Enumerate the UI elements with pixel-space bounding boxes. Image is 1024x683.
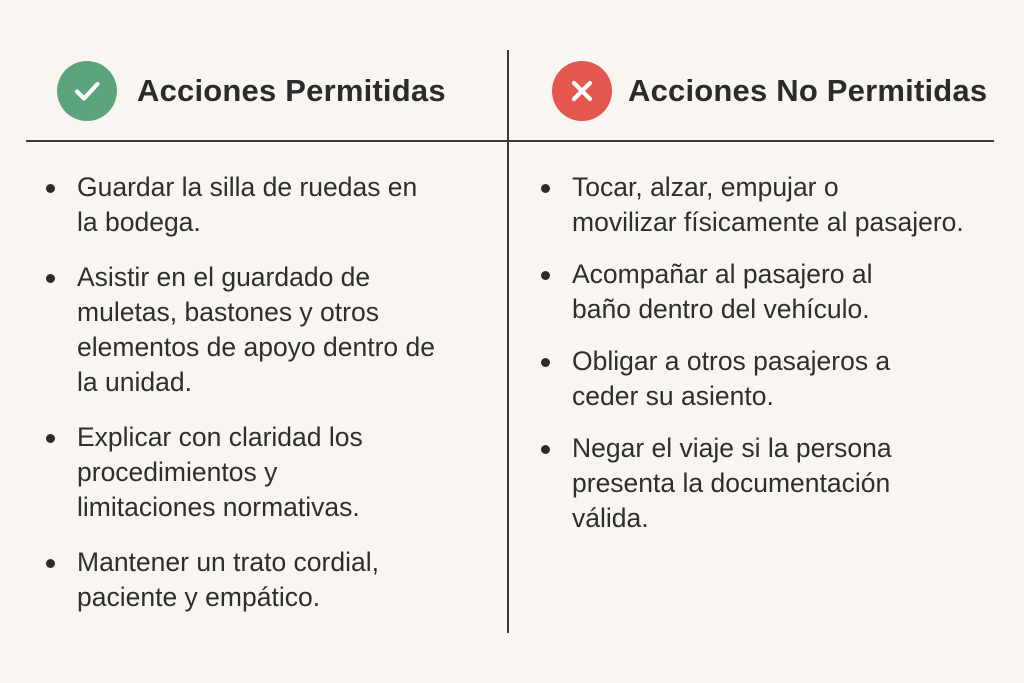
list-item-line: Guardar la silla de ruedas en bbox=[77, 172, 418, 202]
list-item bbox=[535, 344, 1005, 414]
list-item-line: Tocar, alzar, empujar o bbox=[572, 172, 839, 202]
permitted-list bbox=[40, 170, 480, 615]
list-item-line: Acompañar al pasajero al bbox=[572, 259, 873, 289]
list-item-line: elementos de apoyo dentro de bbox=[77, 332, 436, 362]
permitted-title: Acciones Permitidas bbox=[137, 73, 446, 108]
list-item-line: válida. bbox=[572, 503, 649, 533]
bullet bbox=[535, 257, 572, 292]
check-icon bbox=[57, 61, 117, 121]
list-item-line: la bodega. bbox=[77, 207, 201, 237]
list-item bbox=[535, 431, 1005, 536]
column-divider bbox=[507, 50, 509, 633]
bullet bbox=[40, 420, 77, 455]
bullet bbox=[535, 431, 572, 466]
list-item-line: la unidad. bbox=[77, 367, 192, 397]
cross-icon bbox=[552, 61, 612, 121]
list-item-line: Mantener un trato cordial, bbox=[77, 547, 379, 577]
header-divider bbox=[26, 140, 994, 142]
list-item-line: muletas, bastones y otros bbox=[77, 297, 379, 327]
bullet bbox=[535, 170, 572, 205]
bullet bbox=[40, 260, 77, 295]
permitted-header bbox=[57, 60, 446, 122]
list-item bbox=[40, 170, 480, 240]
list-item-line: Asistir en el guardado de bbox=[77, 262, 371, 292]
list-item-line: presenta la documentación bbox=[572, 468, 891, 498]
list-item-line: ceder su asiento. bbox=[572, 381, 774, 411]
not-permitted-header bbox=[552, 60, 987, 122]
list-item-line: paciente y empático. bbox=[77, 582, 321, 612]
list-item-line: Negar el viaje si la persona bbox=[572, 433, 892, 463]
bullet bbox=[535, 344, 572, 379]
list-item bbox=[40, 260, 480, 400]
list-item-line: Explicar con claridad los bbox=[77, 422, 363, 452]
list-item bbox=[535, 257, 1005, 327]
list-item bbox=[535, 170, 1005, 240]
list-item-line: baño dentro del vehículo. bbox=[572, 294, 870, 324]
bullet bbox=[40, 545, 77, 580]
not-permitted-list bbox=[535, 170, 1005, 536]
list-item-line: limitaciones normativas. bbox=[77, 492, 360, 522]
list-item bbox=[40, 420, 480, 525]
list-item-line: Obligar a otros pasajeros a bbox=[572, 346, 891, 376]
list-item-line: movilizar físicamente al pasajero. bbox=[572, 207, 964, 237]
list-item-line: procedimientos y bbox=[77, 457, 278, 487]
bullet bbox=[40, 170, 77, 205]
list-item bbox=[40, 545, 480, 615]
not-permitted-title: Acciones No Permitidas bbox=[628, 73, 988, 108]
